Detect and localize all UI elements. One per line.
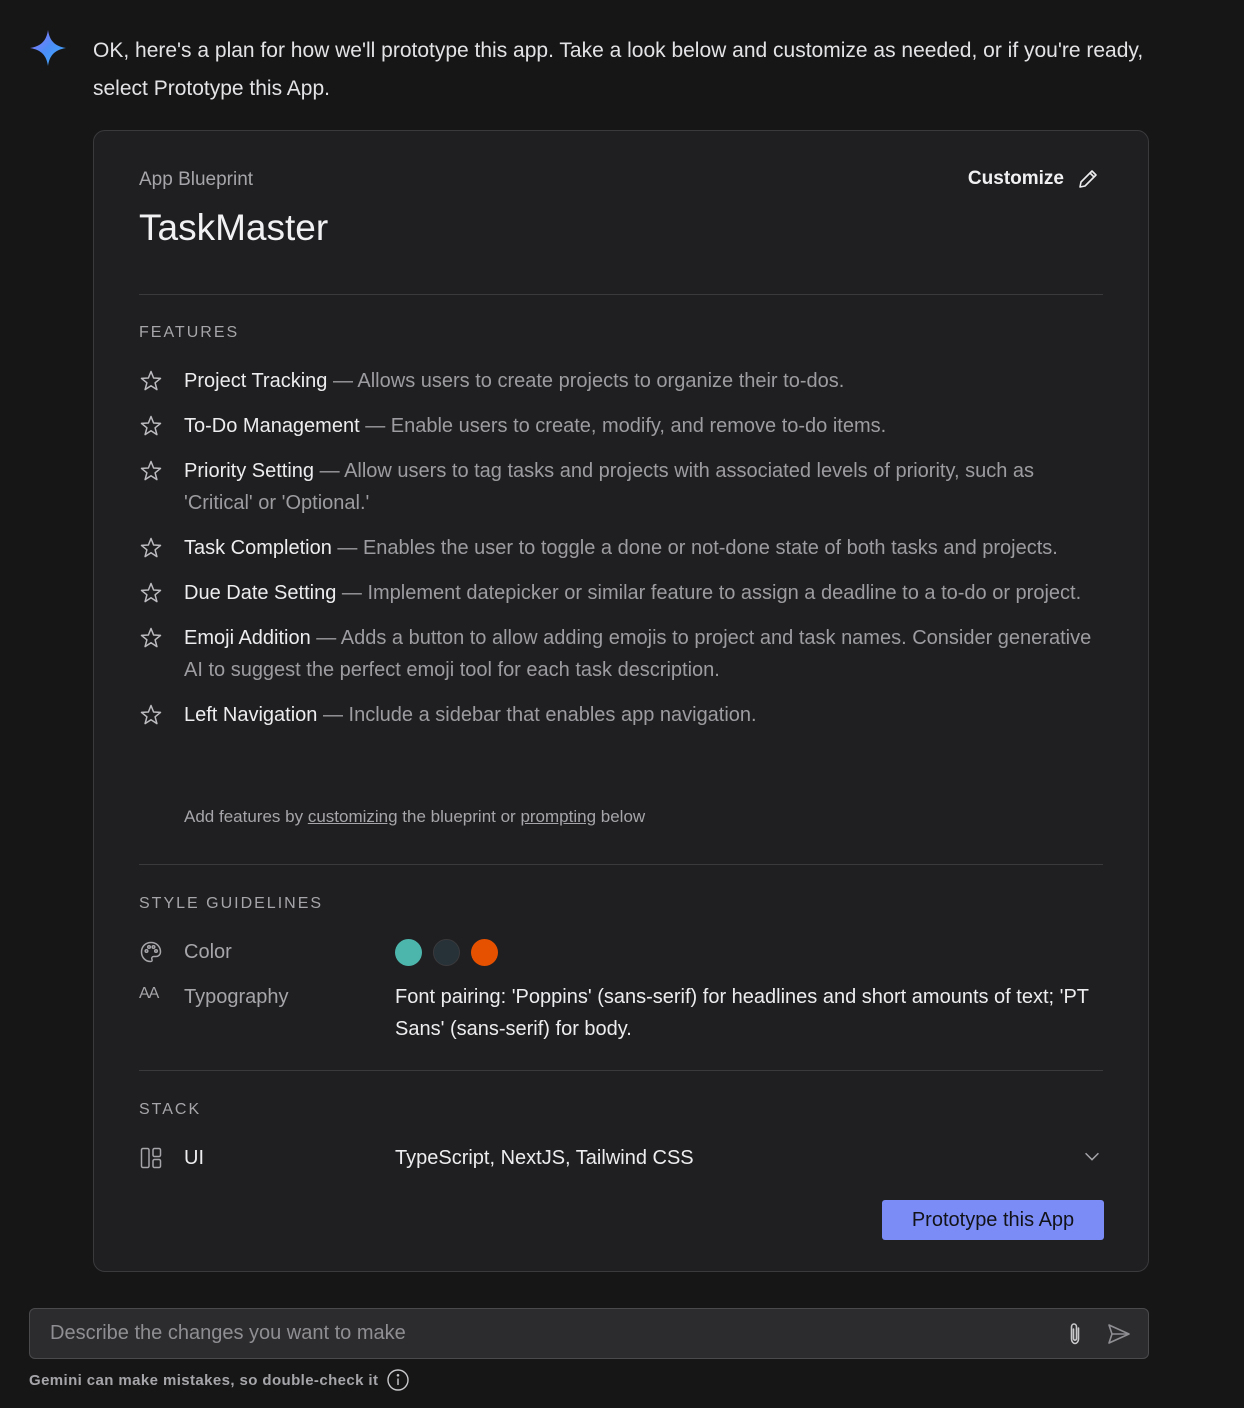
color-swatches (395, 936, 1105, 969)
prompting-link[interactable]: prompting (520, 807, 597, 826)
features-heading: FEATURES (139, 324, 240, 341)
stack-ui-label: UI (184, 1147, 204, 1169)
layout-icon (139, 1146, 163, 1170)
prompt-bar (29, 1308, 1149, 1359)
feature-description: — Enables the user to toggle a done or not-done state of both tasks and projects. (331, 537, 1058, 559)
palette-icon (139, 940, 163, 964)
feature-name: Left Navigation (184, 704, 318, 726)
feature-name: Task Completion (184, 537, 332, 559)
divider (139, 864, 1103, 865)
add-features-hint (184, 807, 645, 827)
chevron-down-icon[interactable] (1081, 1145, 1103, 1167)
feature-name: Priority Setting (184, 460, 315, 482)
color-swatch-accent[interactable] (471, 939, 498, 966)
stack-ui-row[interactable] (139, 1142, 1105, 1175)
star-icon (139, 581, 163, 605)
prototype-app-button[interactable]: Prototype this App (882, 1200, 1104, 1240)
color-swatch-primary[interactable] (395, 939, 422, 966)
hint-suffix: below (596, 807, 646, 826)
app-title: TaskMaster (139, 207, 329, 248)
typography-value: Font pairing: 'Poppins' (sans-serif) for headlines and short amounts of text; 'PT Sans' (sans-serif) for body. (395, 986, 1089, 1040)
feature-item (139, 622, 1105, 686)
feature-description: — Implement datepicker or similar feature to assign a deadline to a to-do or project. (336, 582, 1082, 604)
feature-name: Due Date Setting (184, 582, 337, 604)
feature-item (139, 410, 1105, 442)
typography-label: Typography (184, 986, 289, 1008)
feature-description: — Adds a button to allow adding emojis to project and task names. Consider generative AI to suggest the perfect emoji tool for each task description. (184, 627, 1092, 681)
star-icon (139, 414, 163, 438)
star-icon (139, 626, 163, 650)
color-swatch-background[interactable] (433, 939, 460, 966)
feature-description: — Enable users to create, modify, and remove to-do items. (359, 415, 887, 437)
feature-name: Emoji Addition (184, 627, 311, 649)
typography-row (139, 981, 1105, 1045)
feature-item (139, 455, 1105, 519)
feature-item (139, 699, 1105, 731)
feature-description: — Include a sidebar that enables app navigation. (317, 704, 757, 726)
paperclip-icon[interactable] (1064, 1321, 1086, 1347)
star-icon (139, 703, 163, 727)
disclaimer-text: Gemini can make mistakes, so double-check it (29, 1371, 379, 1389)
hint-prefix: Add features by (184, 807, 308, 826)
hint-middle: the blueprint or (397, 807, 521, 826)
feature-item (139, 365, 1105, 397)
star-icon (139, 459, 163, 483)
pencil-icon (1076, 167, 1100, 191)
color-row (139, 936, 1105, 969)
disclaimer (29, 1368, 410, 1392)
star-icon (139, 369, 163, 393)
customizing-link[interactable]: customizing (307, 807, 398, 826)
send-icon[interactable] (1106, 1321, 1132, 1347)
divider (139, 294, 1103, 295)
stack-heading: STACK (139, 1101, 202, 1118)
sparkle-icon (28, 28, 68, 68)
prompt-input[interactable] (50, 1309, 1050, 1358)
feature-description: — Allows users to create projects to organize their to-dos. (327, 370, 845, 392)
star-icon (139, 536, 163, 560)
customize-button[interactable] (968, 167, 1100, 191)
divider (139, 1070, 1103, 1071)
info-icon[interactable] (386, 1368, 410, 1392)
intro-text: OK, here's a plan for how we'll prototype this app. Take a look below and customize as needed, or if you're ready, select Prototype this App. (93, 39, 1144, 100)
feature-name: To-Do Management (184, 415, 360, 437)
typography-icon: AA (139, 985, 159, 1002)
blueprint-eyebrow: App Blueprint (139, 169, 254, 190)
feature-description: — Allow users to tag tasks and projects with associated levels of priority, such as 'Critical' or 'Optional.' (184, 460, 1035, 514)
customize-label: Customize (967, 168, 1064, 189)
stack-ui-value: TypeScript, NextJS, Tailwind CSS (395, 1147, 694, 1169)
feature-item (139, 532, 1105, 564)
feature-name: Project Tracking (184, 370, 328, 392)
color-label: Color (184, 941, 232, 963)
feature-list (139, 365, 1105, 744)
style-guidelines-heading: STYLE GUIDELINES (139, 895, 324, 912)
app-blueprint-card (93, 130, 1149, 1272)
feature-item (139, 577, 1105, 609)
